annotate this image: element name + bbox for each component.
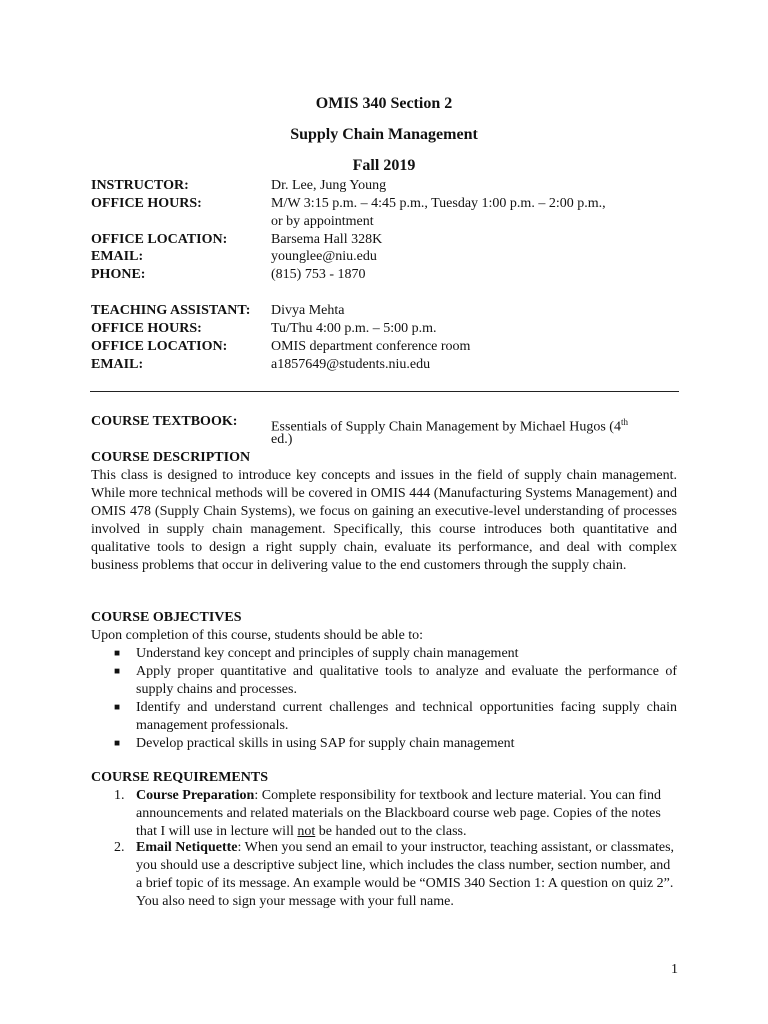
office-hours-value-cont: or by appointment [271,214,374,229]
requirement-title: Email Netiquette [136,840,238,855]
page-number: 1 [671,962,678,977]
ta-office-hours-value: Tu/Thu 4:00 p.m. – 5:00 p.m. [271,321,437,336]
description-text: This class is designed to introduce key concepts and issues in the field of supply chain management. While more technical methods will be covered in OMIS 444 (Manufacturing Systems Management) and OMIS 478 (Supply Chain Systems), we focus on gaining an executive-level understanding of processes involved in supply chain management. Specifically, this course introduces both quantitative and qualitative tools to design a right supply chain, evaluate its performance, and deal with complex business problems that occur in delivering value to the end customers through the supply chain. [91,468,677,573]
office-location-value: Barsema Hall 328K [271,232,383,247]
requirement-item [114,839,677,911]
textbook-text: Essentials of Supply Chain Management by Michael Hugos (4 [271,419,621,435]
requirement-text [136,787,677,841]
ta-office-location-label: OFFICE LOCATION: [91,339,228,354]
instructor-label: INSTRUCTOR: [91,178,189,193]
bullet-square-icon: ■ [114,738,121,749]
description-heading: COURSE DESCRIPTION [91,450,251,465]
objective-text: Develop practical skills in using SAP for supply chain management [136,736,515,751]
office-hours-label: OFFICE HOURS: [91,196,202,211]
requirement-item [114,787,677,841]
objective-text: Understand key concept and principles of supply chain management [136,646,519,661]
requirement-emphasis: not [297,824,316,839]
ta-value: Divya Mehta [271,303,345,318]
instructor-value: Dr. Lee, Jung Young [271,178,387,193]
bullet-square-icon: ■ [114,648,121,659]
term-title: Fall 2019 [352,157,416,174]
objective-text: Apply proper quantitative and qualitative tools to analyze and evaluate the performance of supply chains and processes. [136,664,677,697]
textbook-value-cont: ed.) [271,432,293,447]
textbook-label: COURSE TEXTBOOK: [91,414,238,429]
office-location-label: OFFICE LOCATION: [91,232,228,247]
ta-office-location-value: OMIS department conference room [271,339,471,354]
objectives-heading: COURSE OBJECTIVES [91,610,242,625]
subject-title: Supply Chain Management [290,126,478,143]
bullet-square-icon: ■ [114,702,121,713]
ta-email-value[interactable]: a1857649@students.niu.edu [271,357,431,372]
requirement-body-a: : Complete responsibility for textbook and lecture material. You can find announcements and related materials on the Blackboard course web page. Copies of the notes that I will use in lecture will [136,788,662,839]
divider-rule [90,391,679,392]
ta-email-label: EMAIL: [91,357,144,372]
requirement-number: 2. [114,840,125,855]
phone-label: PHONE: [91,267,146,282]
ta-office-hours-label: OFFICE HOURS: [91,321,202,336]
objective-item [114,735,677,753]
textbook-edition-sup: th [620,417,628,427]
objectives-intro: Upon completion of this course, students should be able to: [91,628,424,643]
requirement-text [136,839,677,911]
objective-item [114,645,677,663]
email-label: EMAIL: [91,249,144,264]
ta-label: TEACHING ASSISTANT: [91,303,251,318]
requirement-title: Course Preparation [136,788,255,803]
objective-item [114,663,677,699]
objective-item [114,699,677,735]
requirement-number: 1. [114,788,125,803]
objective-text: Identify and understand current challenges and technical opportunities facing supply chain management professionals. [136,700,677,733]
email-value[interactable]: younglee@niu.edu [271,249,377,264]
requirement-body-a: : When you send an email to your instructor, teaching assistant, or classmates, you should use a descriptive subject line, which includes the class number, section number, and a brief topic of its message. An example would be “OMIS 340 Section 1: A question on quiz 2”. You also need to sign your message with your full name. [136,840,675,909]
bullet-square-icon: ■ [114,666,121,677]
requirements-heading: COURSE REQUIREMENTS [91,770,268,785]
phone-value: (815) 753 - 1870 [271,267,366,282]
course-title: OMIS 340 Section 2 [315,95,453,112]
office-hours-value: M/W 3:15 p.m. – 4:45 p.m., Tuesday 1:00 p.m. – 2:00 p.m., [271,196,606,211]
requirement-body-b: be handed out to the class. [315,824,467,839]
